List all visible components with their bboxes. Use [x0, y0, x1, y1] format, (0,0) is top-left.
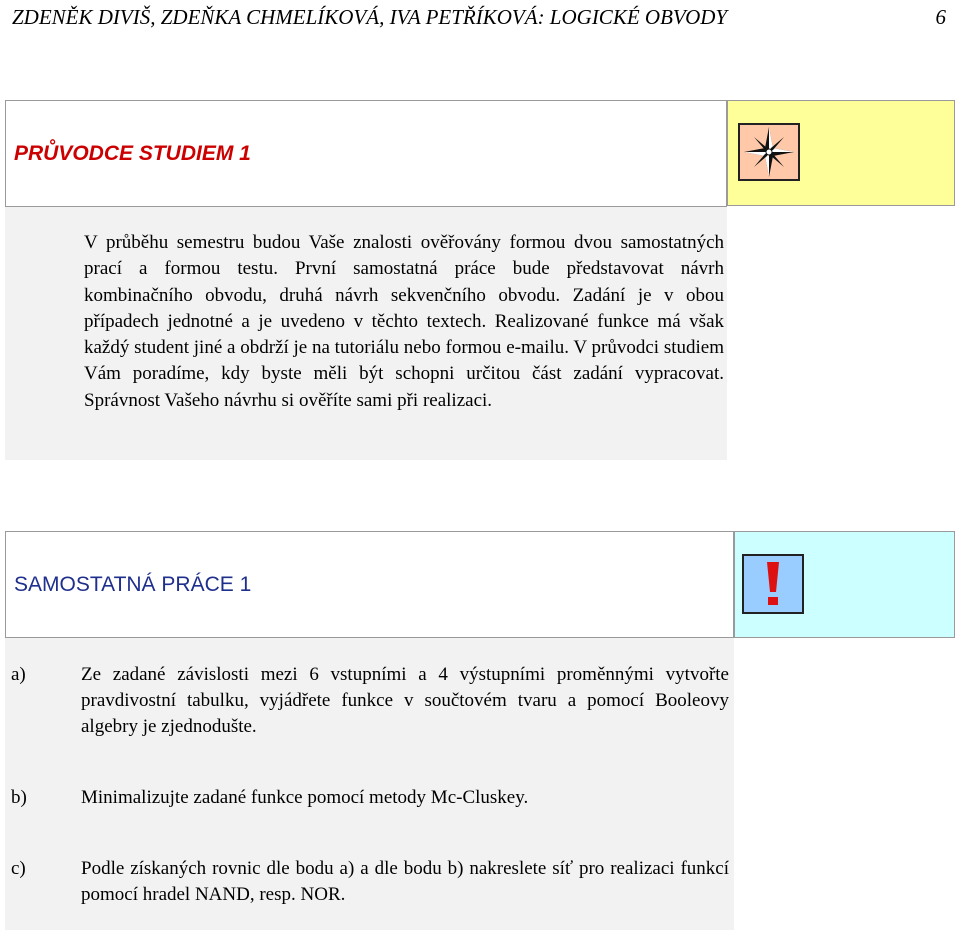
- task-text: Minimalizujte zadané funkce pomocí metody Mc-Cluskey.: [81, 787, 529, 808]
- task-item: [5, 662, 734, 742]
- task-text: Podle získaných rovnic dle bodu a) a dle bodu b) nakreslete síť pro realizaci funkcí pomocí hradel NAND, resp. NOR.: [81, 858, 729, 905]
- compass-rose-icon: [738, 123, 800, 181]
- page-header: [12, 4, 948, 30]
- guide-body: [5, 207, 727, 460]
- exclamation-svg: [744, 556, 802, 612]
- compass-rose-svg: [740, 125, 798, 179]
- guide-title: PRŮVODCE STUDIEM 1: [14, 141, 251, 165]
- guide-side-panel: [727, 100, 955, 206]
- task-letter: b): [11, 787, 27, 808]
- work-body: [5, 638, 734, 930]
- header-title: ZDENĚK DIVIŠ, ZDEŇKA CHMELÍKOVÁ, IVA PETŘÍKOVÁ: LOGICKÉ OBVODY: [12, 5, 728, 29]
- page-number: 6: [935, 5, 946, 29]
- task-item: [5, 856, 734, 916]
- guide-text: V průběhu semestru budou Vaše znalosti ověřovány formou dvou samostatných prací a formou testu. První samostatná práce bude představovat návrh kombinačního obvodu, druhá návrh sekvenčního obvodu. Zadání je v obou případech jednotné a je uvedeno v těchto textech. Realizované funkce má však každý student jiné a obdrží je na tutoriálu nebo formou e-mailu. V průvodci studiem Vám poradíme, kdy byste měli být schopni určitou část zadání vypracovat. Správnost Vašeho návrhu si ověříte sami při realizaci.: [84, 232, 724, 411]
- guide-title-box: [5, 100, 727, 207]
- task-item: [5, 785, 734, 815]
- exclamation-icon: [742, 554, 804, 614]
- task-letter: a): [11, 664, 26, 685]
- task-letter: c): [11, 858, 26, 879]
- work-title: SAMOSTATNÁ PRÁCE 1: [14, 572, 252, 596]
- work-title-box: [5, 531, 734, 638]
- task-text: Ze zadané závislosti mezi 6 vstupními a 4 výstupními proměnnými vytvořte pravdivostní tabulku, vyjádřete funkce v součtovém tvaru a pomocí Booleovy algebry je zjednodušte.: [81, 664, 729, 737]
- work-side-panel: [734, 531, 955, 638]
